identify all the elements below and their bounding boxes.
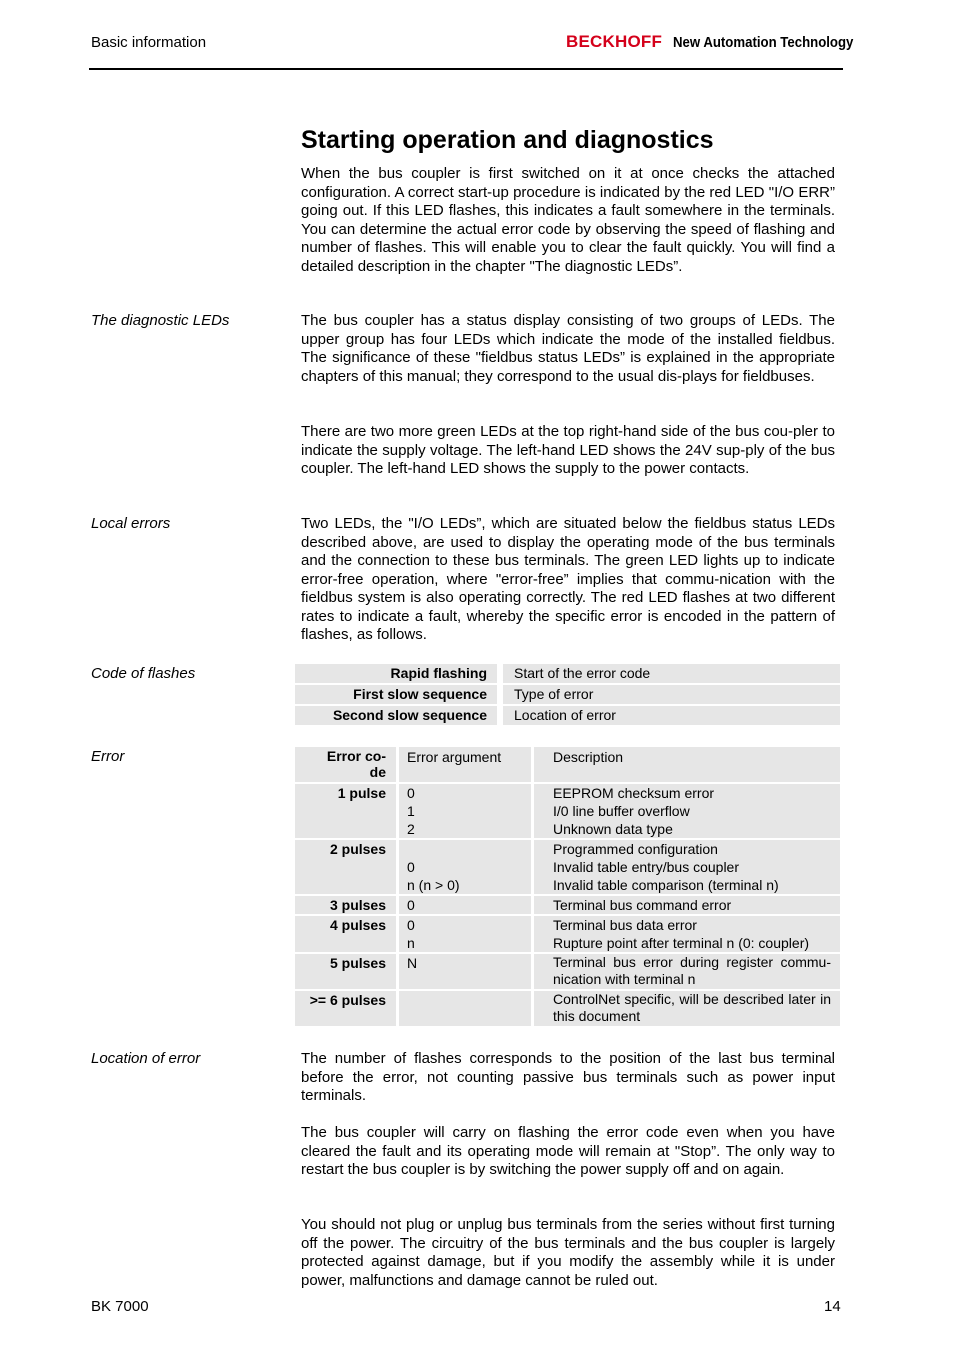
footer-page-number: 14 bbox=[824, 1298, 841, 1315]
column-header-error-code: Error co-de bbox=[295, 747, 396, 782]
error-description-cell: Terminal bus command error bbox=[534, 896, 840, 914]
error-code-cell: 2 pulses bbox=[295, 840, 396, 894]
error-code-table bbox=[295, 747, 840, 1026]
error-argument-cell: 0 1 2 bbox=[399, 784, 531, 838]
brand-tagline: New Automation Technology bbox=[672, 34, 853, 51]
side-label-error: Error bbox=[91, 748, 125, 765]
flash-value: Location of error bbox=[503, 706, 840, 725]
error-description-cell: ControlNet specific, will be described later in this document bbox=[534, 991, 840, 1026]
error-code-cell: 4 pulses bbox=[295, 916, 396, 952]
column-header-error-argument: Error argument bbox=[399, 747, 531, 782]
flash-value: Start of the error code bbox=[503, 664, 840, 683]
diagnostic-leds-paragraph-2: There are two more green LEDs at the top right-hand side of the bus cou-pler to indicate the supply voltage. The left-hand LED shows the 24V sup-ply of the bus coupler. The left-hand LED shows the supply to the power contacts. bbox=[301, 423, 835, 477]
error-argument-cell: N bbox=[399, 954, 531, 989]
brand-name: BECKHOFF bbox=[566, 32, 663, 51]
table-row bbox=[295, 896, 840, 914]
flash-key: First slow sequence bbox=[295, 685, 497, 704]
header-section-title: Basic information bbox=[91, 34, 207, 51]
header-rule bbox=[89, 68, 843, 70]
table-row bbox=[295, 840, 840, 894]
table-row bbox=[295, 784, 840, 838]
flash-key: Rapid flashing bbox=[295, 664, 497, 683]
error-description-cell: Terminal bus data error Rupture point after terminal n (0: coupler) bbox=[534, 916, 840, 952]
table-row bbox=[295, 916, 840, 952]
error-description-cell: Terminal bus error during register commu-nication with terminal n bbox=[534, 954, 840, 989]
table-row bbox=[295, 685, 840, 704]
intro-paragraph: When the bus coupler is first switched on it at once checks the attached configuration. A correct start-up procedure is indicated by the red LED "I/O ERR” going out. If this LED flashes, this indicates a fault somewhere in the terminals. You can determine the actual error code by observing the speed of flashing and number of flashes. This will enable you to clear the fault quickly. You will find a detailed description in the chapter "The diagnostic LEDs”. bbox=[301, 165, 835, 275]
diagnostic-leds-paragraph-1: The bus coupler has a status display consisting of two groups of LEDs. The upper group has four LEDs which indicate the mode of the installed fieldbus. The significance of these "fieldbus status LEDs” is explained in the appropriate chapters of this manual; they correspond to the usual dis-plays for fieldbuses. bbox=[301, 312, 835, 385]
error-argument-cell: 0 bbox=[399, 896, 531, 914]
table-row bbox=[295, 954, 840, 989]
footer-document-id: BK 7000 bbox=[91, 1298, 149, 1315]
side-label-code-of-flashes: Code of flashes bbox=[91, 665, 196, 682]
table-header-row bbox=[295, 747, 840, 782]
side-label-local-errors: Local errors bbox=[91, 515, 171, 532]
table-row bbox=[295, 991, 840, 1026]
flash-value: Type of error bbox=[503, 685, 840, 704]
error-description-cell: Programmed configuration Invalid table entry/bus coupler Invalid table comparison (terminal n) bbox=[534, 840, 840, 894]
side-label-diagnostic-leds: The diagnostic LEDs bbox=[91, 312, 230, 329]
error-argument-cell bbox=[399, 991, 531, 1026]
location-of-error-paragraph-1: The number of flashes corresponds to the position of the last bus terminal before the error, not counting passive bus terminals such as power input terminals. bbox=[301, 1050, 835, 1104]
error-code-cell: 3 pulses bbox=[295, 896, 396, 914]
page-title: Starting operation and diagnostics bbox=[301, 126, 714, 154]
column-header-description: Description bbox=[534, 747, 840, 782]
error-argument-cell: 0 n bbox=[399, 916, 531, 952]
flash-code-table bbox=[295, 664, 840, 725]
brand-logo bbox=[566, 32, 878, 52]
error-argument-cell: 0 n (n > 0) bbox=[399, 840, 531, 894]
local-errors-paragraph: Two LEDs, the "I/O LEDs”, which are situated below the fieldbus status LEDs described above, are used to display the operating mode of the bus terminals and the connection to these bus terminals. The green LED lights up to indicate error-free operation, where "error-free” implies that commu-nication with the fieldbus system is also operating correctly. The red LED flashes at two different rates to indicate a fault, whereby the specific error is encoded in the pattern of flashes, as follows. bbox=[301, 515, 835, 643]
location-of-error-paragraph-2: The bus coupler will carry on flashing the error code even when you have cleared the fault and its operating mode will remain at "Stop”. The only way to restart the bus coupler is by switching the power supply off and on again. bbox=[301, 1124, 835, 1178]
side-label-location-of-error: Location of error bbox=[91, 1050, 201, 1067]
location-of-error-paragraph-3: You should not plug or unplug bus terminals from the series without first turning off the power. The circuitry of the bus terminals and the bus coupler is largely protected against damage, but if you modify the assembly while it is under power, malfunctions and damage cannot be ruled out. bbox=[301, 1216, 835, 1289]
error-code-cell: 5 pulses bbox=[295, 954, 396, 989]
flash-key: Second slow sequence bbox=[295, 706, 497, 725]
error-code-cell: >= 6 pulses bbox=[295, 991, 396, 1026]
error-description-cell: EEPROM checksum error I/0 line buffer overflow Unknown data type bbox=[534, 784, 840, 838]
table-row bbox=[295, 706, 840, 725]
error-code-cell: 1 pulse bbox=[295, 784, 396, 838]
table-row bbox=[295, 664, 840, 683]
